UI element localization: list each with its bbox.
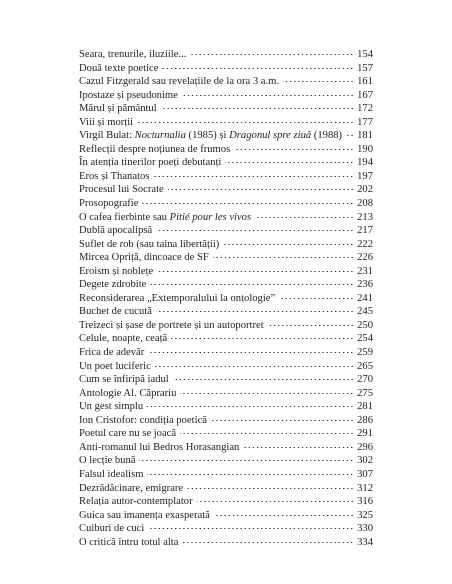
toc-title-italic: Pitié pour les vivos bbox=[169, 211, 252, 223]
toc-entry bbox=[79, 427, 373, 441]
toc-page-number: 291 bbox=[357, 428, 373, 440]
toc-page-number: 172 bbox=[357, 103, 373, 115]
toc-dot-leader bbox=[243, 447, 354, 448]
toc-entry-title bbox=[79, 211, 253, 225]
toc-page-number: 270 bbox=[357, 374, 373, 386]
toc-entry-title: Guica sau imanența exasperată bbox=[79, 509, 210, 521]
toc-entry-title: O lecție bună bbox=[79, 455, 136, 467]
toc-entry-title: Eros și Thanatos bbox=[79, 170, 150, 182]
toc-dot-leader bbox=[153, 176, 354, 177]
toc-page-number: 259 bbox=[357, 347, 373, 359]
toc-title-segment: Virgil Bulat: bbox=[79, 130, 135, 142]
toc-dot-leader bbox=[162, 68, 354, 69]
toc-entry-title bbox=[79, 129, 344, 143]
toc-entry bbox=[79, 156, 373, 170]
toc-page-number: 181 bbox=[357, 130, 373, 142]
toc-dot-leader bbox=[268, 325, 354, 326]
toc-dot-leader bbox=[211, 420, 354, 421]
toc-entry bbox=[79, 224, 373, 238]
toc-entry bbox=[79, 360, 373, 374]
toc-entry-title: Frica de adevăr bbox=[79, 347, 145, 359]
toc-title-italic: Dragonul spre ziuă bbox=[229, 130, 312, 142]
toc-entry-title: Mărul și pământul bbox=[79, 103, 157, 115]
toc-dot-leader bbox=[147, 406, 354, 407]
toc-entry bbox=[79, 129, 373, 143]
toc-page-number: 157 bbox=[357, 62, 373, 74]
toc-dot-leader bbox=[213, 257, 354, 258]
toc-entry bbox=[79, 468, 373, 482]
toc-dot-leader bbox=[139, 460, 354, 461]
toc-page-number: 325 bbox=[357, 509, 373, 521]
toc-dot-leader bbox=[279, 298, 354, 299]
toc-page-number: 265 bbox=[357, 360, 373, 372]
toc-entry-title: Celule, noapte, ceață bbox=[79, 333, 168, 345]
toc-page-number: 307 bbox=[357, 468, 373, 480]
toc-entry bbox=[79, 400, 373, 414]
table-of-contents bbox=[79, 48, 373, 549]
toc-page-number: 236 bbox=[357, 279, 373, 291]
toc-entry bbox=[79, 522, 373, 536]
toc-page-number: 222 bbox=[357, 238, 373, 250]
toc-entry-title: Cazul Fitzgerald sau revelațiile de la ora 3 a.m. bbox=[79, 76, 280, 88]
toc-dot-leader bbox=[150, 284, 354, 285]
toc-dot-leader bbox=[180, 393, 354, 394]
toc-page-number: 177 bbox=[357, 116, 373, 128]
toc-dot-leader bbox=[156, 230, 354, 231]
toc-entry-title: Reconsiderarea „Extemporalului la ontologie” bbox=[79, 292, 276, 304]
toc-entry bbox=[79, 536, 373, 550]
toc-entry bbox=[79, 170, 373, 184]
toc-entry bbox=[79, 251, 373, 265]
toc-dot-leader bbox=[223, 244, 354, 245]
toc-entry bbox=[79, 116, 373, 130]
toc-entry bbox=[79, 211, 373, 225]
toc-entry bbox=[79, 319, 373, 333]
toc-entry bbox=[79, 48, 373, 62]
toc-entry-title: O critică întru totul alta bbox=[79, 536, 179, 548]
toc-page-number: 202 bbox=[357, 184, 373, 196]
toc-page-number: 275 bbox=[357, 387, 373, 399]
toc-page-number: 213 bbox=[357, 211, 373, 223]
toc-entry-title: Anti-romanul lui Bedros Horasangian bbox=[79, 441, 240, 453]
toc-entry bbox=[79, 482, 373, 496]
toc-page-number: 302 bbox=[357, 455, 373, 467]
toc-dot-leader bbox=[255, 217, 354, 218]
toc-entry-title: Eroism și noblețe bbox=[79, 265, 154, 277]
toc-title-segment: (1985) și bbox=[185, 130, 230, 142]
toc-entry-title: Ion Cristofor: condiția poetică bbox=[79, 414, 207, 426]
toc-entry bbox=[79, 292, 373, 306]
toc-dot-leader bbox=[137, 122, 354, 123]
toc-dot-leader bbox=[197, 501, 354, 502]
toc-entry-title: În atenția tinerilor poeți debutanți bbox=[79, 157, 222, 169]
toc-entry-title: Reflecții despre noțiunea de frumos bbox=[79, 143, 231, 155]
toc-entry-title: Poetul care nu se joacă bbox=[79, 428, 177, 440]
toc-dot-leader bbox=[168, 189, 354, 190]
toc-page-number: 208 bbox=[357, 198, 373, 210]
toc-dot-leader bbox=[171, 338, 354, 339]
toc-entry-title: Un poet luciferic bbox=[79, 360, 151, 372]
toc-page-number: 316 bbox=[357, 496, 373, 508]
toc-entry-title: Degete zdrobite bbox=[79, 279, 147, 291]
toc-page-number: 154 bbox=[357, 49, 373, 60]
toc-entry bbox=[79, 495, 373, 509]
toc-entry bbox=[79, 89, 373, 103]
toc-entry bbox=[79, 346, 373, 360]
toc-dot-leader bbox=[234, 149, 354, 150]
toc-dot-leader bbox=[142, 203, 354, 204]
toc-page-number: 226 bbox=[357, 252, 373, 264]
toc-dot-leader bbox=[190, 54, 354, 55]
toc-entry-title: Cuiburi de cuci bbox=[79, 523, 145, 535]
toc-entry bbox=[79, 238, 373, 252]
toc-entry-title: Un gest simplu bbox=[79, 401, 144, 413]
toc-page-number: 250 bbox=[357, 319, 373, 331]
toc-entry bbox=[79, 102, 373, 116]
toc-dot-leader bbox=[225, 162, 354, 163]
toc-entry bbox=[79, 265, 373, 279]
toc-title-segment: (1988) bbox=[311, 130, 343, 142]
toc-dot-leader bbox=[214, 515, 354, 516]
toc-page-number: 254 bbox=[357, 333, 373, 345]
toc-dot-leader bbox=[155, 366, 354, 367]
toc-dot-leader bbox=[180, 433, 354, 434]
toc-dot-leader bbox=[157, 271, 354, 272]
toc-entry-title: Seara, trenurile, iluziile... bbox=[79, 49, 187, 60]
toc-page-number: 312 bbox=[357, 482, 373, 494]
toc-page-number: 241 bbox=[357, 292, 373, 304]
toc-dot-leader bbox=[148, 528, 354, 529]
toc-entry-title: Mircea Opriță, dincoace de SF bbox=[79, 252, 209, 264]
toc-entry bbox=[79, 441, 373, 455]
toc-page-number: 197 bbox=[357, 170, 373, 182]
toc-entry bbox=[79, 305, 373, 319]
toc-page-number: 245 bbox=[357, 306, 373, 318]
toc-entry bbox=[79, 197, 373, 211]
toc-page-number: 281 bbox=[357, 401, 373, 413]
toc-page-number: 334 bbox=[357, 536, 373, 548]
toc-entry-title: Două texte poetice bbox=[79, 62, 159, 74]
toc-page-number: 194 bbox=[357, 157, 373, 169]
toc-page-number: 286 bbox=[357, 414, 373, 426]
toc-page-number: 217 bbox=[357, 225, 373, 237]
toc-dot-leader bbox=[182, 542, 354, 543]
toc-entry-title: Relația autor-contemplator bbox=[79, 496, 193, 508]
toc-entry bbox=[79, 454, 373, 468]
toc-page-number: 167 bbox=[357, 89, 373, 101]
toc-dot-leader bbox=[147, 474, 354, 475]
toc-entry bbox=[79, 183, 373, 197]
toc-entry-title: Antologie Al. Căprariu bbox=[79, 387, 177, 399]
toc-dot-leader bbox=[173, 379, 354, 380]
toc-dot-leader bbox=[148, 352, 354, 353]
toc-title-segment: O cafea fierbinte sau bbox=[79, 211, 170, 223]
toc-entry-title: Dezrădăcinare, emigrare bbox=[79, 482, 184, 494]
toc-page-number: 190 bbox=[357, 143, 373, 155]
toc-entry-title: Cum se înfiripă iadul bbox=[79, 374, 169, 386]
toc-entry-title: Falsul idealism bbox=[79, 468, 144, 480]
toc-dot-leader bbox=[182, 95, 354, 96]
toc-entry-title: Dublă apocalipsă bbox=[79, 225, 153, 237]
toc-entry bbox=[79, 62, 373, 76]
toc-dot-leader bbox=[187, 488, 354, 489]
toc-entry bbox=[79, 387, 373, 401]
toc-page-number: 161 bbox=[357, 76, 373, 88]
toc-entry bbox=[79, 373, 373, 387]
toc-entry-title: Ipostaze și pseudonime bbox=[79, 89, 178, 101]
toc-entry-title: Treizeci și șase de portrete și un autoportret bbox=[79, 319, 264, 331]
toc-entry-title: Viii și morții bbox=[79, 116, 134, 128]
toc-dot-leader bbox=[161, 108, 354, 109]
toc-entry bbox=[79, 414, 373, 428]
toc-dot-leader bbox=[346, 135, 354, 136]
toc-entry-title: Buchet de cucută bbox=[79, 306, 152, 318]
toc-entry-title: Procesul lui Socrate bbox=[79, 184, 164, 196]
toc-entry bbox=[79, 278, 373, 292]
toc-dot-leader bbox=[283, 81, 354, 82]
toc-dot-leader bbox=[156, 311, 354, 312]
toc-page-number: 330 bbox=[357, 523, 373, 535]
toc-entry bbox=[79, 509, 373, 523]
toc-entry bbox=[79, 75, 373, 89]
toc-entry-title: Prosopografie bbox=[79, 198, 139, 210]
toc-title-italic: Nocturnalia bbox=[134, 130, 186, 142]
toc-entry-title: Suflet de rob (sau taina libertății) bbox=[79, 238, 220, 250]
toc-page-number: 231 bbox=[357, 265, 373, 277]
toc-entry bbox=[79, 332, 373, 346]
toc-page-number: 296 bbox=[357, 441, 373, 453]
toc-entry bbox=[79, 143, 373, 157]
